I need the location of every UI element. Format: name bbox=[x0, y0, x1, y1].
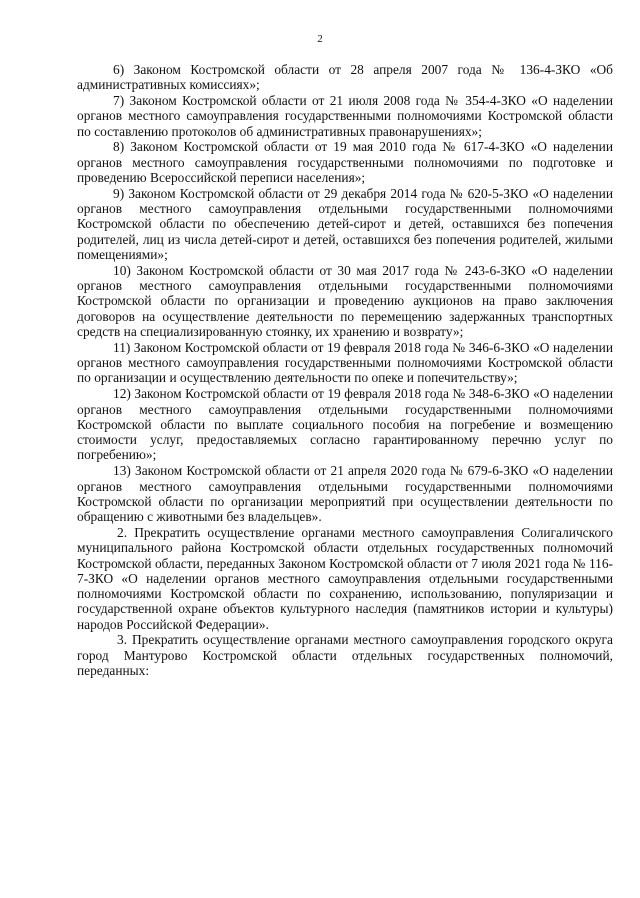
page-number: 2 bbox=[317, 33, 323, 45]
section-3-paragraph: 3. Прекратить осуществление органами местного самоуправления городского округа город Мантурово Костромской области отдельных государственных полномочий, переданных: bbox=[77, 632, 613, 679]
list-item-10: 10) Законом Костромской области от 30 мая 2017 года № 243-6-ЗКО «О наделении органов местного самоуправления отдельными государственными полномочиями Костромской области по организации и проведению аукционов на право заключения договоров на осуществление деятельности по перемещению задержанных транспортных средств на специализированную стоянку, их хранению и возврату»; bbox=[77, 262, 613, 340]
document-body bbox=[77, 62, 613, 679]
section-2-paragraph: 2. Прекратить осуществление органами местного самоуправления Солигаличского муниципального района Костромской области отдельных государственных полномочий Костромской области, переданных Законом Костромской области от 7 июля 2021 года № 116-7-ЗКО «О наделении органов местного самоуправления отдельными государственными полномочиями Костромской области по сохранению, использованию, популяризации и государственной охране объектов культурного наследия (памятников истории и культуры) народов Российской Федерации». bbox=[77, 524, 613, 632]
list-item-13: 13) Законом Костромской области от 21 апреля 2020 года № 679-6-ЗКО «О наделении органов местного самоуправления отдельными государственными полномочиями Костромской области по организации мероприятий при осуществлении деятельности по обращению с животными без владельцев». bbox=[77, 463, 613, 525]
list-item-6: 6) Законом Костромской области от 28 апреля 2007 года № 136-4-ЗКО «Об административных комиссиях»; bbox=[77, 62, 613, 93]
list-item-11: 11) Законом Костромской области от 19 февраля 2018 года № 346-6-ЗКО «О наделении органов местного самоуправления государственными полномочиями Костромской области по организации и осуществлению деятельности по опеке и попечительству»; bbox=[77, 339, 613, 386]
list-item-12: 12) Законом Костромской области от 19 февраля 2018 года № 348-6-ЗКО «О наделении органов местного самоуправления отдельными государственными полномочиями Костромской области по выплате социального пособия на погребение и возмещению стоимости услуг, предоставляемых согласно гарантированному перечню услуг по погребению»; bbox=[77, 386, 613, 463]
list-item-8: 8) Законом Костромской области от 19 мая 2010 года № 617-4-ЗКО «О наделении органов местного самоуправления государственными полномочиями по подготовке и проведению Всероссийской переписи населения»; bbox=[77, 139, 613, 186]
list-item-7: 7) Законом Костромской области от 21 июля 2008 года № 354-4-ЗКО «О наделении органов местного самоуправления государственными полномочиями Костромской области по составлению протоколов об административных правонарушениях»; bbox=[77, 93, 613, 139]
list-item-9: 9) Законом Костромской области от 29 декабря 2014 года № 620-5-ЗКО «О наделении органов местного самоуправления отдельными государственными полномочиями Костромской области по обеспечению детей-сирот и детей, оставшихся без попечения родителей, лиц из числа детей-сирот и детей, оставшихся без попечения родителей, жилыми помещениями»; bbox=[77, 185, 613, 263]
